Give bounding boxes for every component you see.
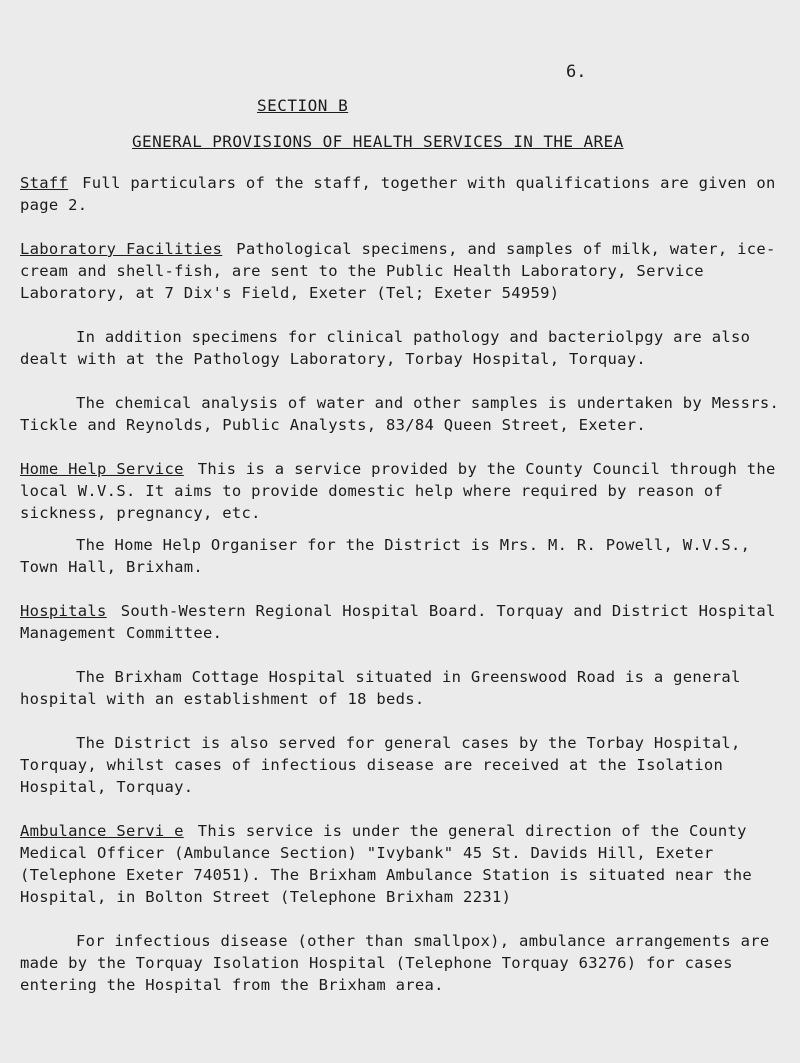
home-help-text: This is a service provided by the County Council through the local W.V.S. It aims to provide domestic help where required by reason of sickness, pregnancy, etc. xyxy=(20,460,776,522)
ambulance-para-2: For infectious disease (other than smallpox), ambulance arrangements are made by the Torquay Isolation Hospital (Telephone Torquay 63276) for cases entering the Hospital from the Brixham area. xyxy=(20,932,770,994)
laboratory-para-2: In addition specimens for clinical pathology and bacteriolpgy are also dealt with at the Pathology Laboratory, Torbay Hospital, Torquay. xyxy=(20,328,751,368)
staff-heading: Staff xyxy=(20,174,69,192)
laboratory-heading: Laboratory Facilities xyxy=(20,240,223,258)
laboratory-para-3: The chemical analysis of water and other samples is undertaken by Messrs. Tickle and Reynolds, Public Analysts, 83/84 Queen Street, Exeter. xyxy=(20,394,780,434)
ambulance-heading: Ambulance Servi e xyxy=(20,822,184,840)
home-help-heading: Home Help Service xyxy=(20,460,184,478)
staff-section xyxy=(20,172,790,216)
hospitals-para-3: The District is also served for general cases by the Torbay Hospital, Torquay, whilst cases of infectious disease are received at the Isolation Hospital, Torquay. xyxy=(20,734,741,796)
home-help-section xyxy=(20,458,790,524)
hospitals-section xyxy=(20,600,790,644)
staff-text: Full particulars of the staff, together with qualifications are given on page 2. xyxy=(20,174,776,214)
hospitals-text: South-Western Regional Hospital Board. Torquay and District Hospital Management Committee. xyxy=(20,602,776,642)
laboratory-section xyxy=(20,238,790,304)
hospitals-heading: Hospitals xyxy=(20,602,107,620)
general-title: GENERAL PROVISIONS OF HEALTH SERVICES IN THE AREA xyxy=(132,132,624,151)
page-number: 6. xyxy=(566,62,587,82)
laboratory-text: Pathological specimens, and samples of milk, water, ice-cream and shell-fish, are sent to the Public Health Laboratory, Service Laboratory, at 7 Dix's Field, Exeter (Tel; Exeter 54959) xyxy=(20,240,776,302)
home-help-para-2: The Home Help Organiser for the District is Mrs. M. R. Powell, W.V.S., Town Hall, Brixham. xyxy=(20,536,751,576)
hospitals-para-2: The Brixham Cottage Hospital situated in Greenswood Road is a general hospital with an establishment of 18 beds. xyxy=(20,668,741,708)
ambulance-text: This service is under the general direction of the County Medical Officer (Ambulance Section) "Ivybank" 45 St. Davids Hill, Exeter (Telephone Exeter 74051). The Brixham Ambulance Station is situated near the Hospital, in Bolton Street (Telephone Brixham 2231) xyxy=(20,822,753,906)
ambulance-section xyxy=(20,820,790,908)
section-title: SECTION B xyxy=(257,96,349,115)
